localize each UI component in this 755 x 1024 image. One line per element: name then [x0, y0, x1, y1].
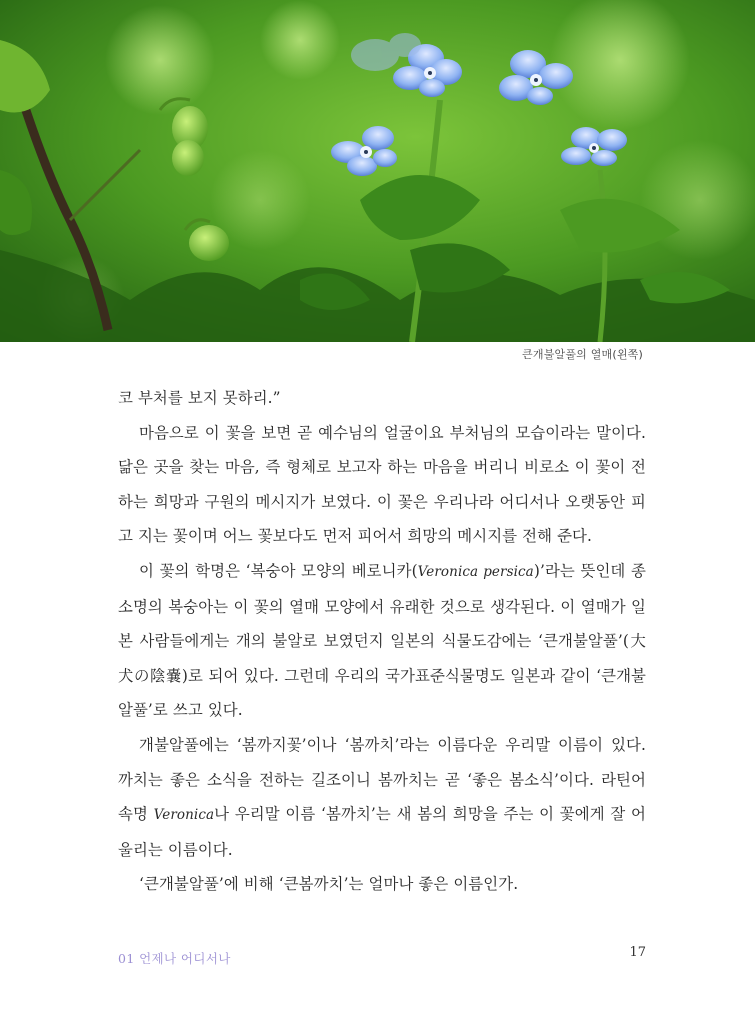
paragraph-3	[118, 554, 646, 728]
paragraph-1: 코 부처를 보지 못하리.”	[118, 389, 281, 407]
paragraph-4-part-2: 나 우리말 이름 ‘봄까치’는 새 봄의 희망을 주는 이 꽃에게 잘 어울리는 이름이다.	[118, 805, 646, 859]
flower-photo	[0, 0, 755, 342]
veronica-flower-illustration	[0, 0, 755, 342]
paragraph-3-part-1: 이 꽃의 학명은 ‘복숭아 모양의 베로니카(	[139, 561, 418, 580]
latin-name-veronica-persica: Veronica persica	[417, 563, 534, 580]
paragraph-2: 마음으로 이 꽃을 보면 곧 예수님의 얼굴이요 부처님의 모습이라는 말이다. 닮은 곳을 찾는 마음, 즉 형체로 보고자 하는 마음을 버리니 비로소 이 꽃이 전하는 희망과 구원의 메시지가 보였다. 이 꽃은 우리나라 어디서나 오랫동안 피고 지는 꽃이며 어느 꽃보다도 먼저 피어서 희망의 메시지를 전해 준다.	[118, 423, 646, 546]
paragraph-4	[118, 728, 646, 867]
body-text	[118, 381, 646, 902]
paragraph-5: ‘큰개불알풀’에 비해 ‘큰봄까치’는 얼마나 좋은 이름인가.	[139, 875, 519, 894]
page-number: 17	[629, 945, 646, 960]
figure-caption: 큰개불알풀의 열매(왼쪽)	[522, 348, 643, 361]
paragraph-4-part-1: 개불알풀에는 ‘봄까지꽃’이나 ‘봄까치’라는 이름다운 우리말 이름이 있다. 까치는 좋은 소식을 전하는 길조이니 봄까치는 곧 ‘좋은 봄소식’이다. 라틴어 속명	[118, 735, 646, 824]
latin-name-veronica: Veronica	[153, 807, 215, 824]
section-title: 01 언제나 어디서나	[118, 951, 231, 966]
paragraph-3-part-2: )’라는 뜻인데 종소명의 복숭아는 이 꽃의 열매 모양에서 유래한 것으로 생각된다. 이 열매가 일본 사람들에게는 개의 불알로 보였던지 일본의 식물도감에는 ‘큰개불알풀’(大犬の陰嚢)로 되어 있다. 그런데 우리의 국가표준식물명도 일본과 같이 ‘큰개불알풀’로 쓰고 있다.	[118, 561, 646, 720]
